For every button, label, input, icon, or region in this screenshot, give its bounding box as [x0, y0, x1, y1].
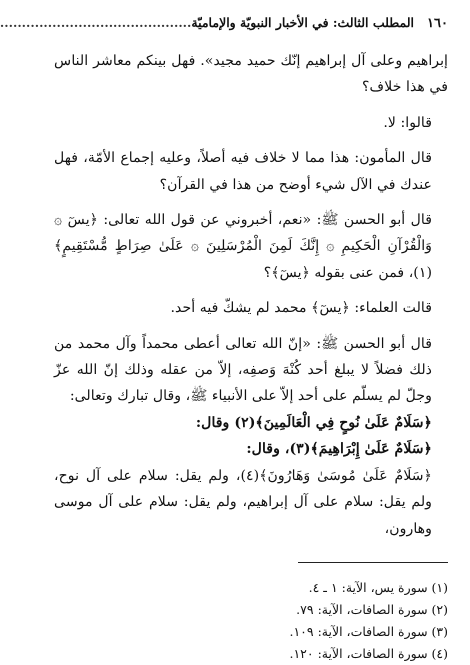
page-number: ١٦٠	[427, 16, 448, 31]
paragraph-7: ﴿سَلَامٌ عَلَىٰ مُوسَىٰ وَهَارُونَ﴾(٤)، ولم يقل: سلام على آل نوح، ولم يقل: سلام على آل إبراهيم، ولم يقل: سلام على آل موسى وهارون،	[54, 467, 432, 537]
running-header	[0, 14, 448, 34]
footnote-4: (٤) سورة الصافات، الآية: ١٢٠.	[289, 645, 448, 661]
paragraph-2: قالوا: لا.	[383, 114, 432, 131]
paragraph-3: قال المأمون: هذا مما لا خلاف فيه أصلاً، وعليه إجماع الأمّة، فهل عندك في الآل شيء أوضح من هذا في القرآن؟	[54, 150, 432, 193]
header-dots: ............................................	[0, 15, 192, 30]
verse-line-1: ﴿سَلَامٌ عَلَىٰ نُوحٍ فِي الْعَالَمِينَ﴾(٢) وقال:	[195, 414, 432, 431]
paragraph-6: قال أبو الحسن ﷺ: «إنّ الله تعالى أعطى محمداً وآل محمد من ذلك فضلاً لا يبلغ أحد كُنْهَ وَصفِه، إلاّ من عقله وذلك إنّ الله عزّ وجلّ لم يسلّم على أحد إلاّ على الأنبياء ﷺ، وقال تبارك وتعالى:	[54, 335, 432, 405]
verse-line-2: ﴿سَلَامٌ عَلَىٰ إِبْرَاهِيمَ﴾(٣)، وقال:	[246, 441, 432, 458]
header-title-text: المطلب الثالث: في الأخبار النبويّة والإماميّة	[191, 15, 414, 30]
paragraph-4: قال أبو الحسن ﷺ: «نعم، أخبروني عن قول الله تعالى: ﴿يسٓ ۞ وَالْقُرْآنِ الْحَكِيمِ ۞ إِنَّكَ لَمِنَ الْمُرْسَلِينَ ۞ عَلَىٰ صِرَاطٍ مُّسْتَقِيمٍ﴾(١)، فمن عنى بقوله ﴿يسٓ﴾؟	[54, 212, 432, 281]
paragraph-5: قالت العلماء: ﴿يسٓ﴾ محمد لم يشكّ فيه أحد.	[170, 300, 432, 317]
footnote-2: (٢) سورة الصافات، الآية: ٧٩.	[296, 601, 448, 617]
header-title	[0, 14, 414, 32]
footnotes	[54, 577, 448, 665]
footnote-1: (١) سورة يس، الآية: ١ ـ ٤.	[308, 579, 448, 595]
paragraph-1: إبراهيم وعلى آل إبراهيم إنّك حميد مجيد». فهل بينكم معاشر الناس في هذا خلاف؟	[54, 53, 448, 96]
footnote-3: (٣) سورة الصافات، الآية: ١٠٩.	[289, 623, 448, 639]
footnote-separator	[298, 562, 448, 563]
body-text	[54, 48, 448, 542]
